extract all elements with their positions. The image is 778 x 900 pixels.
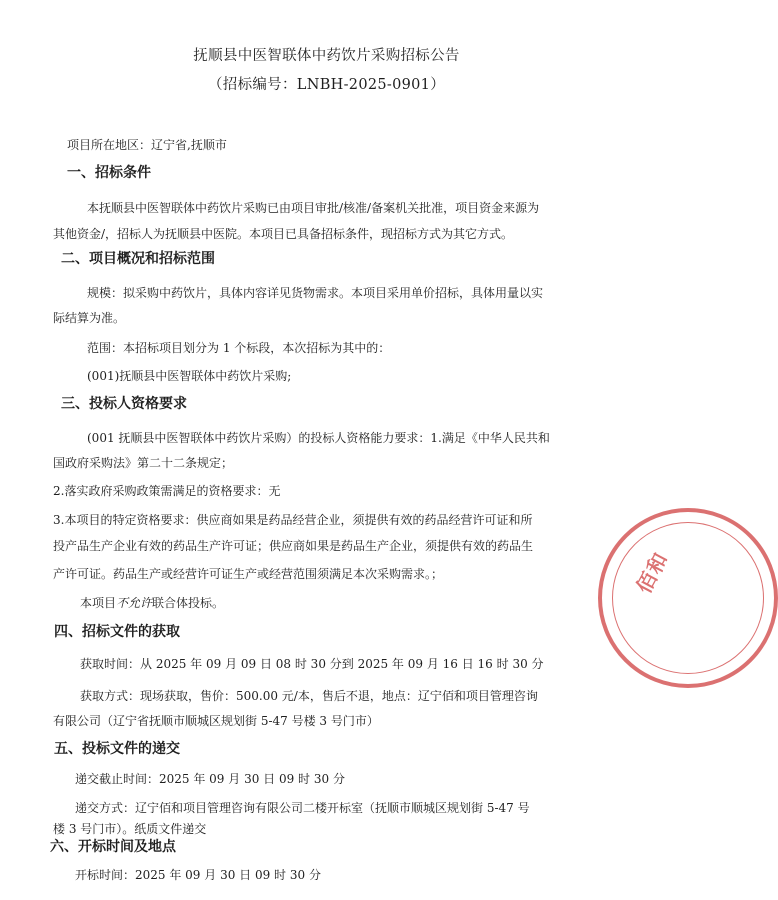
s3-text-line-4: 投产品生产企业有效的药品生产许可证；供应商如果是药品生产企业，须提供有效的药品生	[53, 539, 534, 553]
section-heading-2: 二、项目概况和招标范围	[61, 251, 215, 267]
section-heading-3: 三、投标人资格要求	[61, 396, 187, 412]
s3-consortium-note	[80, 595, 224, 611]
consortium-emphasis: 不允许	[116, 596, 153, 610]
s1-text-line-2: 其他资金/，招标人为抚顺县中医院。本项目已具备招标条件，现招标方式为其它方式。	[53, 227, 514, 241]
s3-text-line-3: 3.本项目的特定资格要求：供应商如果是药品经营企业，须提供有效的药品经营许可证和所	[53, 513, 533, 527]
seal-text: 佰和	[631, 547, 674, 598]
s3-policy-requirement: 2.落实政府采购政策需满足的资格要求：无	[53, 484, 281, 498]
s3-text-line-2: 国政府采购法》第二十二条规定；	[53, 456, 234, 470]
section-heading-5: 五、投标文件的递交	[54, 741, 180, 757]
s3-text-line-1: (001 抚顺县中医智联体中药饮片采购）的投标人资格能力要求：1.满足《中华人民共和	[87, 431, 550, 445]
s2-scope: 范围：本招标项目划分为 1 个标段，本次招标为其中的：	[87, 341, 391, 355]
s4-acquisition-time: 获取时间：从 2025 年 09 月 09 日 08 时 30 分到 2025 年 09 月 16 日 16 时 30 分	[80, 657, 544, 671]
company-seal	[598, 508, 778, 688]
s4-text-line-1: 获取方式：现场获取，售价：500.00 元/本，售后不退，地点：辽宁佰和项目管理咨询	[80, 689, 538, 703]
s2-text-line-1: 规模：拟采购中药饮片，具体内容详见货物需求。本项目采用单价招标，具体用量以实	[87, 286, 544, 300]
section-heading-1: 一、招标条件	[67, 165, 151, 181]
s3-text-line-5: 产许可证。药品生产或经营许可证生产或经营范围须满足本次采购需求。；	[53, 567, 444, 581]
s2-lot: (001)抚顺县中医智联体中药饮片采购;	[87, 369, 292, 383]
consortium-suffix: 联合体投标。	[152, 596, 225, 610]
s5-text-line-1: 递交方式：辽宁佰和项目管理咨询有限公司二楼开标室（抚顺市顺城区规划街 5-47 号	[75, 801, 530, 815]
page-title: 抚顺县中医智联体中药饮片采购招标公告	[193, 48, 460, 64]
s1-text-line-1: 本抚顺县中医智联体中药饮片采购已由项目审批/核准/备案机关批准，项目资金来源为	[87, 201, 540, 215]
section-heading-6: 六、开标时间及地点	[50, 839, 176, 855]
project-location: 项目所在地区：辽宁省,抚顺市	[67, 138, 227, 152]
s5-deadline: 递交截止时间：2025 年 09 月 30 日 09 时 30 分	[75, 772, 345, 786]
s6-opening-time: 开标时间：2025 年 09 月 30 日 09 时 30 分	[75, 868, 321, 882]
seal-inner-ring	[612, 522, 764, 674]
s5-text-line-2: 楼 3 号门市）。纸质文件递交	[53, 822, 207, 836]
s4-text-line-2: 有限公司（辽宁省抚顺市顺城区规划街 5-47 号楼 3 号门市）	[53, 714, 379, 728]
section-heading-4: 四、招标文件的获取	[54, 624, 180, 640]
s2-text-line-2: 际结算为准。	[53, 311, 126, 325]
consortium-prefix: 本项目	[80, 596, 117, 610]
bid-number: （招标编号：LNBH-2025-0901）	[207, 77, 446, 93]
